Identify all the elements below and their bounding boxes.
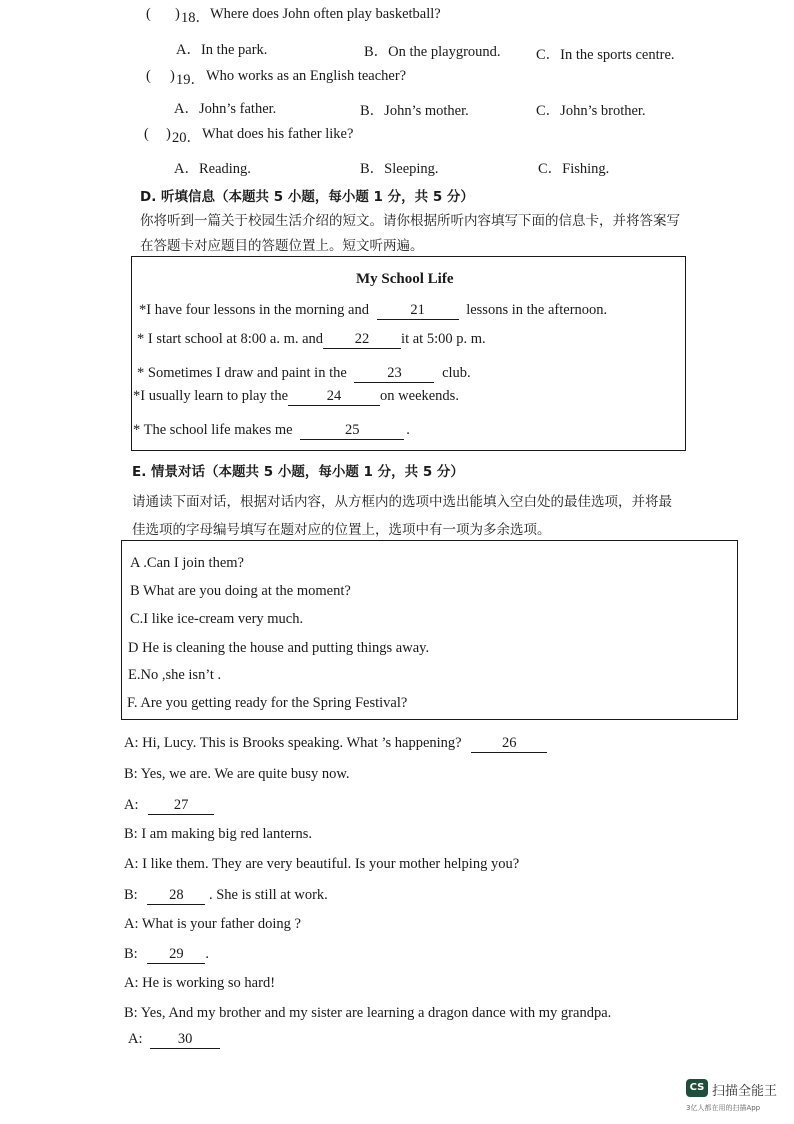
section-d-heading: D. 听填信息（本题共 5 小题，每小题 1 分，共 5 分） — [140, 189, 474, 205]
info-line-3-post: club. — [442, 365, 471, 381]
q20-bracket-close: ) — [166, 126, 171, 142]
info-line-3 — [137, 365, 471, 383]
info-line-2 — [137, 331, 486, 349]
camscanner-tagline: 3亿人都在用的扫描App — [686, 1104, 761, 1112]
info-line-5-pre: * The school life makes me — [133, 422, 293, 438]
dialogue-line-7 — [124, 916, 301, 933]
q20-option-c: C．Fishing. — [538, 161, 610, 177]
dialogue-line-8-text: B: — [124, 946, 138, 962]
q20-bracket-open: ( — [144, 126, 149, 142]
dialogue-line-5 — [124, 856, 519, 873]
info-line-1 — [139, 302, 607, 320]
q19-option-a: A．John’s father. — [174, 101, 277, 117]
q18-number: 18． — [181, 10, 210, 26]
dialogue-line-3 — [124, 797, 214, 815]
answer-blank-29[interactable]: 29 — [147, 947, 205, 964]
dialogue-line-5-text: A: I like them. They are very beautiful. Is your mother helping you? — [124, 856, 520, 872]
section-e-instruction-line2: 佳选项的字母编号填写在题对应的位置上，选项中有一项为多余选项。 — [132, 522, 551, 538]
answer-blank-30[interactable]: 30 — [150, 1032, 220, 1049]
answer-blank-26[interactable]: 26 — [471, 736, 547, 753]
q19-bracket-close: ) — [170, 68, 175, 84]
answer-blank-24[interactable]: 24 — [288, 389, 380, 406]
info-line-5-post: . — [406, 422, 410, 438]
option-e: E.​No ,she isn’t . — [128, 667, 222, 683]
answer-blank-21[interactable]: 21 — [377, 303, 459, 320]
dialogue-line-6-post: . She is still at work. — [208, 887, 328, 903]
answer-blank-22[interactable]: 22 — [323, 332, 401, 349]
info-line-2-post: it at 5:00 p. m. — [401, 331, 486, 347]
dialogue-line-8-post: . — [205, 946, 209, 962]
section-e-heading: E. 情景对话（本题共 5 小题，每小题 1 分，共 5 分） — [132, 464, 464, 480]
dialogue-line-6-text: B: — [124, 887, 138, 903]
q19-number: 19． — [176, 72, 205, 88]
dialogue-line-10-text: B: Yes, And my brother and my sister are learning a dragon dance with my grandpa. — [124, 1005, 612, 1021]
dialogue-line-3-text: A: — [124, 797, 139, 813]
section-d-instruction-line1: 你将听到一篇关于校园生活介绍的短文。请你根据所听内容填写下面的信息卡，并将答案写 — [140, 213, 680, 229]
dialogue-line-11 — [128, 1031, 220, 1049]
dialogue-line-11-text: A: — [128, 1031, 143, 1047]
info-card-title: My School Life — [356, 271, 454, 287]
info-line-2-pre: * I start school at 8:00 a. m. and — [137, 331, 324, 347]
q18-text: Where does John often play basketball? — [210, 6, 441, 22]
q18-option-a: A．In the park. — [176, 42, 268, 58]
q20-option-a: A．Reading. — [174, 161, 251, 177]
section-d-instruction-line2: 在答题卡对应题目的答题位置上。短文听两遍。 — [140, 238, 424, 254]
section-e-instruction-line1: 请通读下面对话，根据对话内容，从方框内的选项中选出能填入空白处的最佳选项，并将最 — [132, 494, 672, 510]
camscanner-logo-icon: CS — [686, 1079, 708, 1097]
dialogue-line-10 — [124, 1005, 611, 1022]
q20-number: 20． — [172, 130, 201, 146]
info-line-4-post: on weekends. — [380, 388, 459, 404]
q20-text: What does his father like? — [202, 126, 354, 142]
answer-blank-28[interactable]: 28 — [147, 888, 205, 905]
info-line-4 — [133, 388, 459, 406]
q18-bracket-close: ) — [175, 6, 180, 22]
option-a: A .Can I join them? — [130, 555, 244, 571]
q19-bracket-open: ( — [146, 68, 151, 84]
dialogue-line-2 — [124, 766, 350, 783]
option-c: C.I like ice-cream very much. — [130, 611, 304, 627]
dialogue-line-9 — [124, 975, 275, 992]
q19-text: Who works as an English teacher? — [206, 68, 407, 84]
option-f: F. Are you getting ready for the Spring Festival? — [127, 695, 408, 711]
dialogue-line-9-text: A: He is working so hard! — [124, 975, 276, 991]
dialogue-line-2-text: B: Yes, we are. We are quite busy now. — [124, 766, 350, 782]
dialogue-line-1-text: A: Hi, Lucy. This is Brooks speaking. What ’s happening? — [124, 735, 462, 751]
dialogue-line-4-text: B: I am making big red lanterns. — [124, 826, 313, 842]
q19-option-b: B．John’s mother. — [360, 103, 469, 119]
answer-blank-25[interactable]: 25 — [300, 423, 404, 440]
info-line-1-pre: *I have four lessons in the morning and — [139, 302, 369, 318]
dialogue-line-6 — [124, 887, 328, 905]
info-line-3-pre: * Sometimes I draw and paint in the — [137, 365, 347, 381]
info-line-4-pre: *I usually learn to play the — [133, 388, 289, 404]
option-b: B What are you doing at the moment? — [130, 583, 351, 599]
option-d: D He is cleaning the house and putting things away. — [128, 640, 430, 656]
q18-option-c: C．In the sports centre. — [536, 47, 675, 63]
info-line-1-post: lessons in the afternoon. — [466, 302, 608, 318]
answer-blank-27[interactable]: 27 — [148, 798, 214, 815]
dialogue-line-8 — [124, 946, 209, 964]
answer-blank-23[interactable]: 23 — [354, 366, 434, 383]
info-line-5 — [133, 422, 410, 440]
dialogue-line-1 — [124, 735, 547, 753]
q19-option-c: C．John’s brother. — [536, 103, 646, 119]
q18-bracket-open: ( — [146, 6, 151, 22]
q20-option-b: B．Sleeping. — [360, 161, 439, 177]
q18-option-b: B．On the playground. — [364, 44, 501, 60]
dialogue-line-4 — [124, 826, 312, 843]
camscanner-name: 扫描全能王 — [712, 1084, 778, 1099]
dialogue-line-7-text: A: What is your father doing ? — [124, 916, 301, 932]
